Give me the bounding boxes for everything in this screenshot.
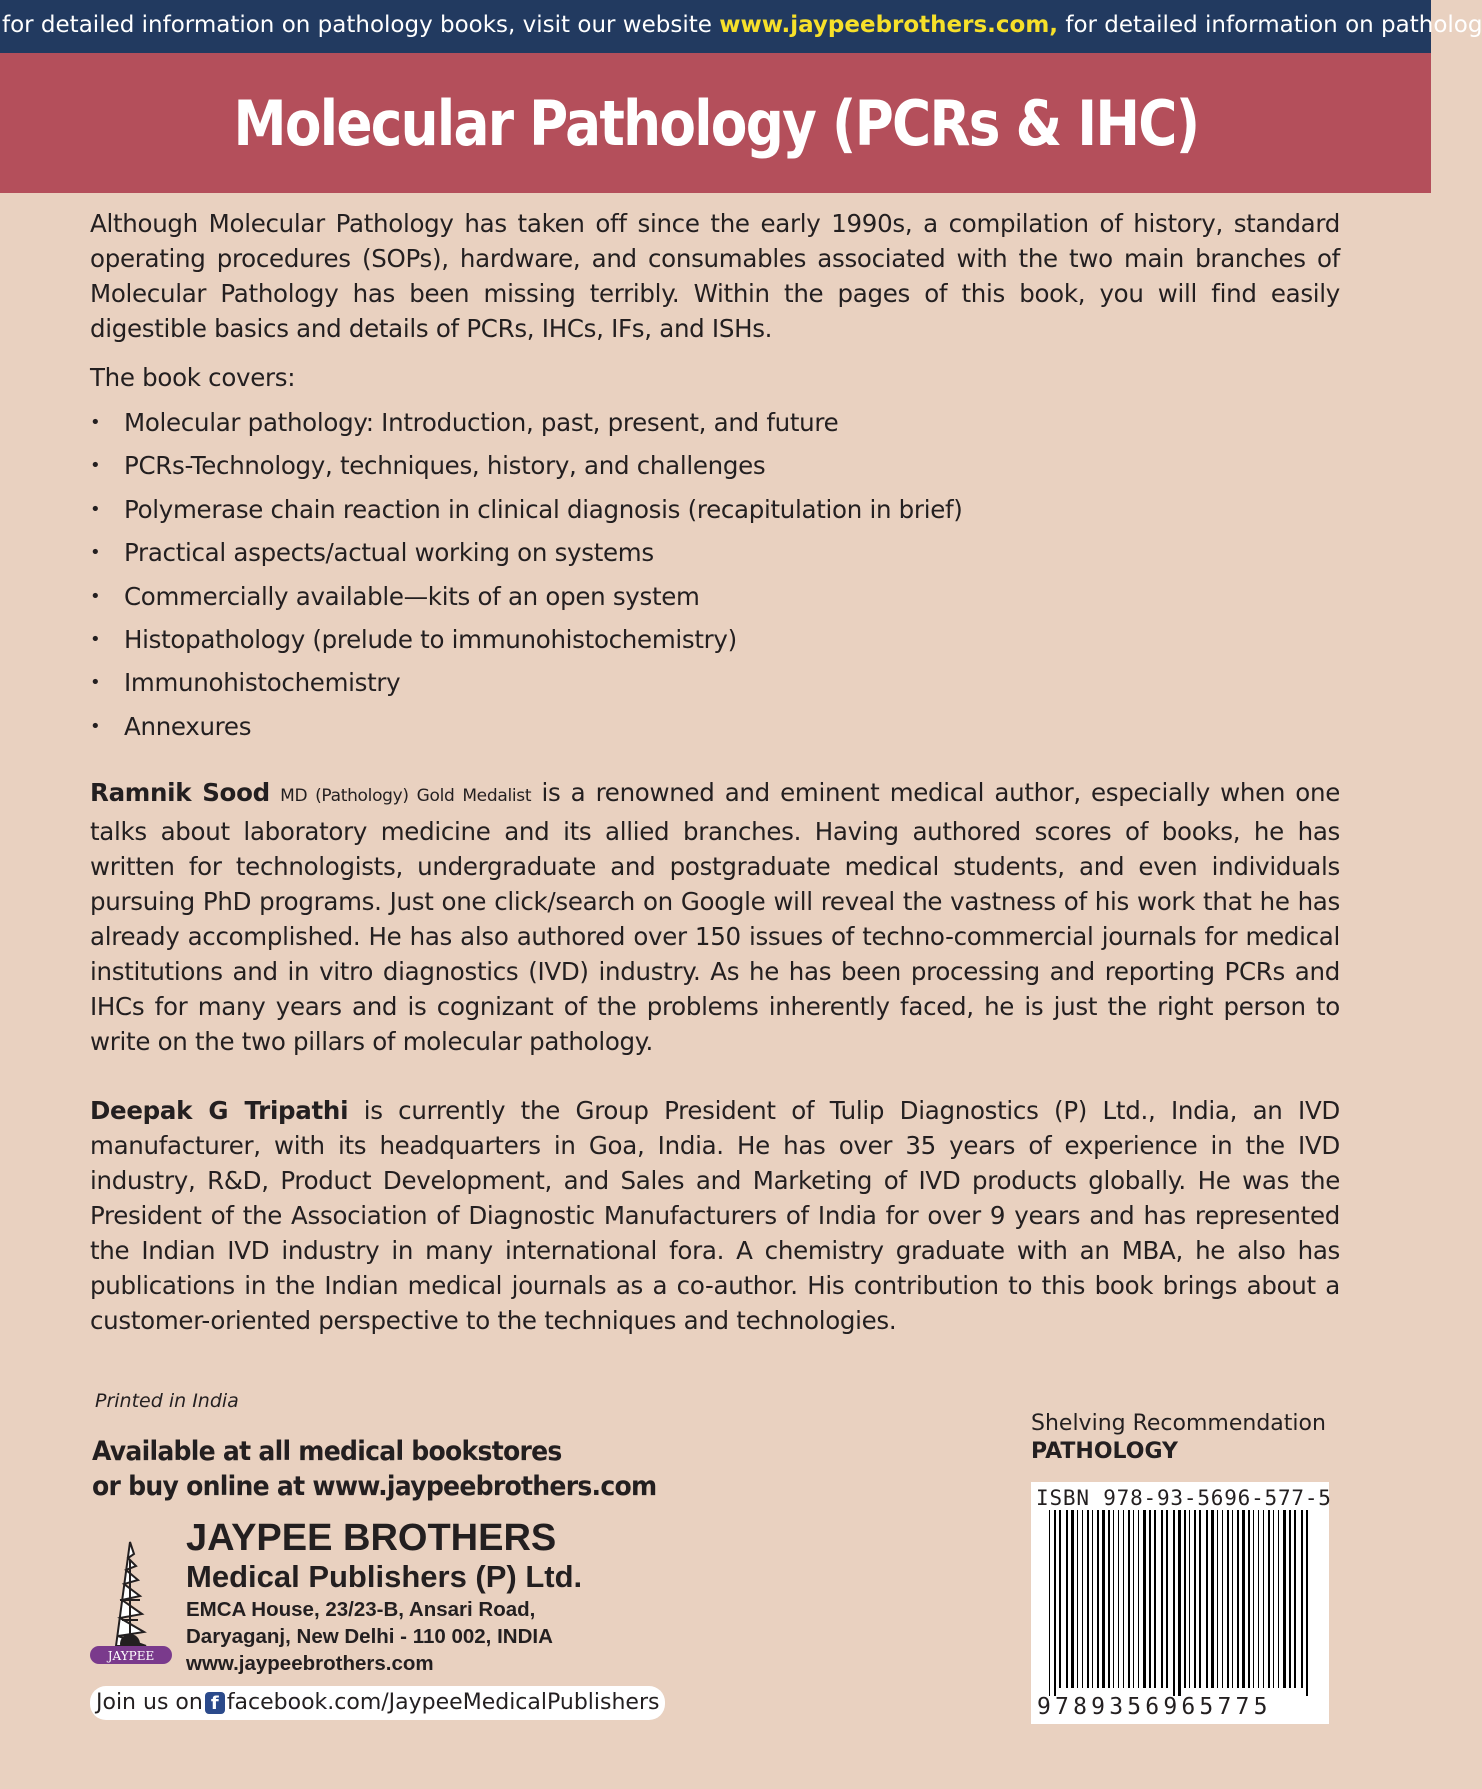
book-title: Molecular Pathology (PCRs & IHC) xyxy=(233,86,1198,160)
barcode-digits: 9789356965775 xyxy=(1037,1694,1272,1720)
bullet-icon: • xyxy=(90,455,101,477)
shelving-value: PATHOLOGY xyxy=(1031,1439,1178,1464)
list-item: • Polymerase chain reaction in clinical diagnosis (recapitulation in brief) xyxy=(90,488,1340,531)
bullet-icon: • xyxy=(90,672,101,694)
barcode-icon xyxy=(1031,1482,1329,1724)
list-item: • PCRs-Technology, techniques, history, and challenges xyxy=(90,444,1340,487)
list-item: • Molecular pathology: Introduction, past, present, and future xyxy=(90,401,1340,444)
publisher-address-1: EMCA House, 23/23-B, Ansari Road, xyxy=(186,1598,536,1621)
author2-bio-text: is currently the Group President of Tulip Diagnostics (P) Ltd., India, an IVD manufacturer, with its headquarters in Goa, India. He has over 35 years of experience in the IVD industry, R&D, Product Development, and Sales and Marketing of IVD products globally. He was the President of the Association of Diagnostic Manufacturers of India for over 9 years and has represented the Indian IVD industry in many international fora. A chemistry graduate with an MBA, he also has publications in the Indian medical journals as a co-author. His contribution to this book brings about a customer-oriented perspective to the techniques and technologies. xyxy=(90,1096,1340,1336)
publisher-address-2: Daryaganj, New Delhi - 110 002, INDIA xyxy=(186,1625,553,1648)
title-band xyxy=(0,53,1431,193)
banner-text-before: for detailed information on pathology books, visit our website xyxy=(2,12,720,38)
isbn-barcode xyxy=(1031,1482,1332,1724)
list-item: • Histopathology (prelude to immunohistochemistry) xyxy=(90,618,1340,661)
author2-name: Deepak G Tripathi xyxy=(90,1096,349,1126)
bullet-icon: • xyxy=(90,498,101,520)
shelving-and-barcode xyxy=(1031,1410,1332,1720)
printed-in: Printed in India xyxy=(95,1390,239,1412)
facebook-icon: f xyxy=(205,1692,225,1714)
covers-heading: The book covers: xyxy=(90,363,296,392)
banner-text-after: for detailed information on patholog xyxy=(1058,12,1482,38)
banner-website-link[interactable]: www.jaypeebrothers.com, xyxy=(719,12,1059,38)
author1-bio-text: is a renowned and eminent medical author, especially when one talks about laboratory medicine and its allied branches. Having authored scores of books, he has written for technologists, undergraduate and postgraduate medical students, and even individuals pursuing PhD programs. Just one click/search on Google will reveal the vastness of his work that he has already accomplished. He has also authored over 150 issues of techno-commercial journals for medical institutions and in vitro diagnostics (IVD) industry. As he has been processing and reporting PCRs and IHCs for many years and is cognizant of the problems inherently faced, he is just the right person to write on the two pillars of molecular pathology. xyxy=(90,778,1340,1057)
bullet-icon: • xyxy=(90,585,101,607)
social-link[interactable] xyxy=(90,1686,665,1720)
publisher-details xyxy=(186,1518,582,1677)
logo-label: JAYPEE xyxy=(107,1649,155,1663)
intro-paragraph: Although Molecular Pathology has taken off since the early 1990s, a compilation of history, standard operating procedures (SOPs), hardware, and consumables associated with the two main branches of Molecular Pathology has been missing terribly. Within the pages of this book, you will find easily digestible basics and details of PCRs, IHCs, IFs, and ISHs. xyxy=(90,209,1340,343)
publisher-footer xyxy=(90,1390,710,1715)
availability-notice xyxy=(92,1434,667,1504)
list-item: • Practical aspects/actual working on systems xyxy=(90,531,1340,574)
author1-bio xyxy=(90,775,1340,1059)
author2-bio xyxy=(90,1093,1340,1338)
covers-list xyxy=(90,401,1340,748)
publisher-block xyxy=(90,1517,710,1675)
publisher-website[interactable]: www.jaypeebrothers.com xyxy=(186,1652,434,1675)
isbn-text: ISBN 978-93-5696-577-5 xyxy=(1036,1486,1332,1510)
facebook-link[interactable]: facebook.com/JaypeeMedicalPublishers xyxy=(226,1690,660,1715)
list-item: • Immunohistochemistry xyxy=(90,661,1340,704)
bullet-icon: • xyxy=(90,412,101,433)
top-info-banner xyxy=(0,0,1482,53)
jaypee-logo-icon xyxy=(90,1540,172,1664)
publisher-subname: Medical Publishers (P) Ltd. xyxy=(186,1559,583,1594)
back-cover-content xyxy=(90,206,1340,1338)
social-prefix: Join us on xyxy=(96,1690,203,1715)
author1-qualification: MD (Pathology) Gold Medalist xyxy=(280,786,532,807)
bullet-icon: • xyxy=(90,628,101,650)
bullet-icon: • xyxy=(90,542,101,564)
bullet-icon: • xyxy=(90,715,101,737)
availability-line-2: or buy online at www.jaypeebrothers.com xyxy=(92,1471,657,1502)
author1-name: Ramnik Sood xyxy=(90,778,270,808)
availability-line-1: Available at all medical bookstores xyxy=(92,1436,562,1467)
publisher-name: JAYPEE BROTHERS xyxy=(186,1517,557,1559)
shelving-label: Shelving Recommendation xyxy=(1031,1411,1326,1436)
list-item: • Annexures xyxy=(90,705,1340,748)
list-item: • Commercially available—kits of an open system xyxy=(90,575,1340,618)
